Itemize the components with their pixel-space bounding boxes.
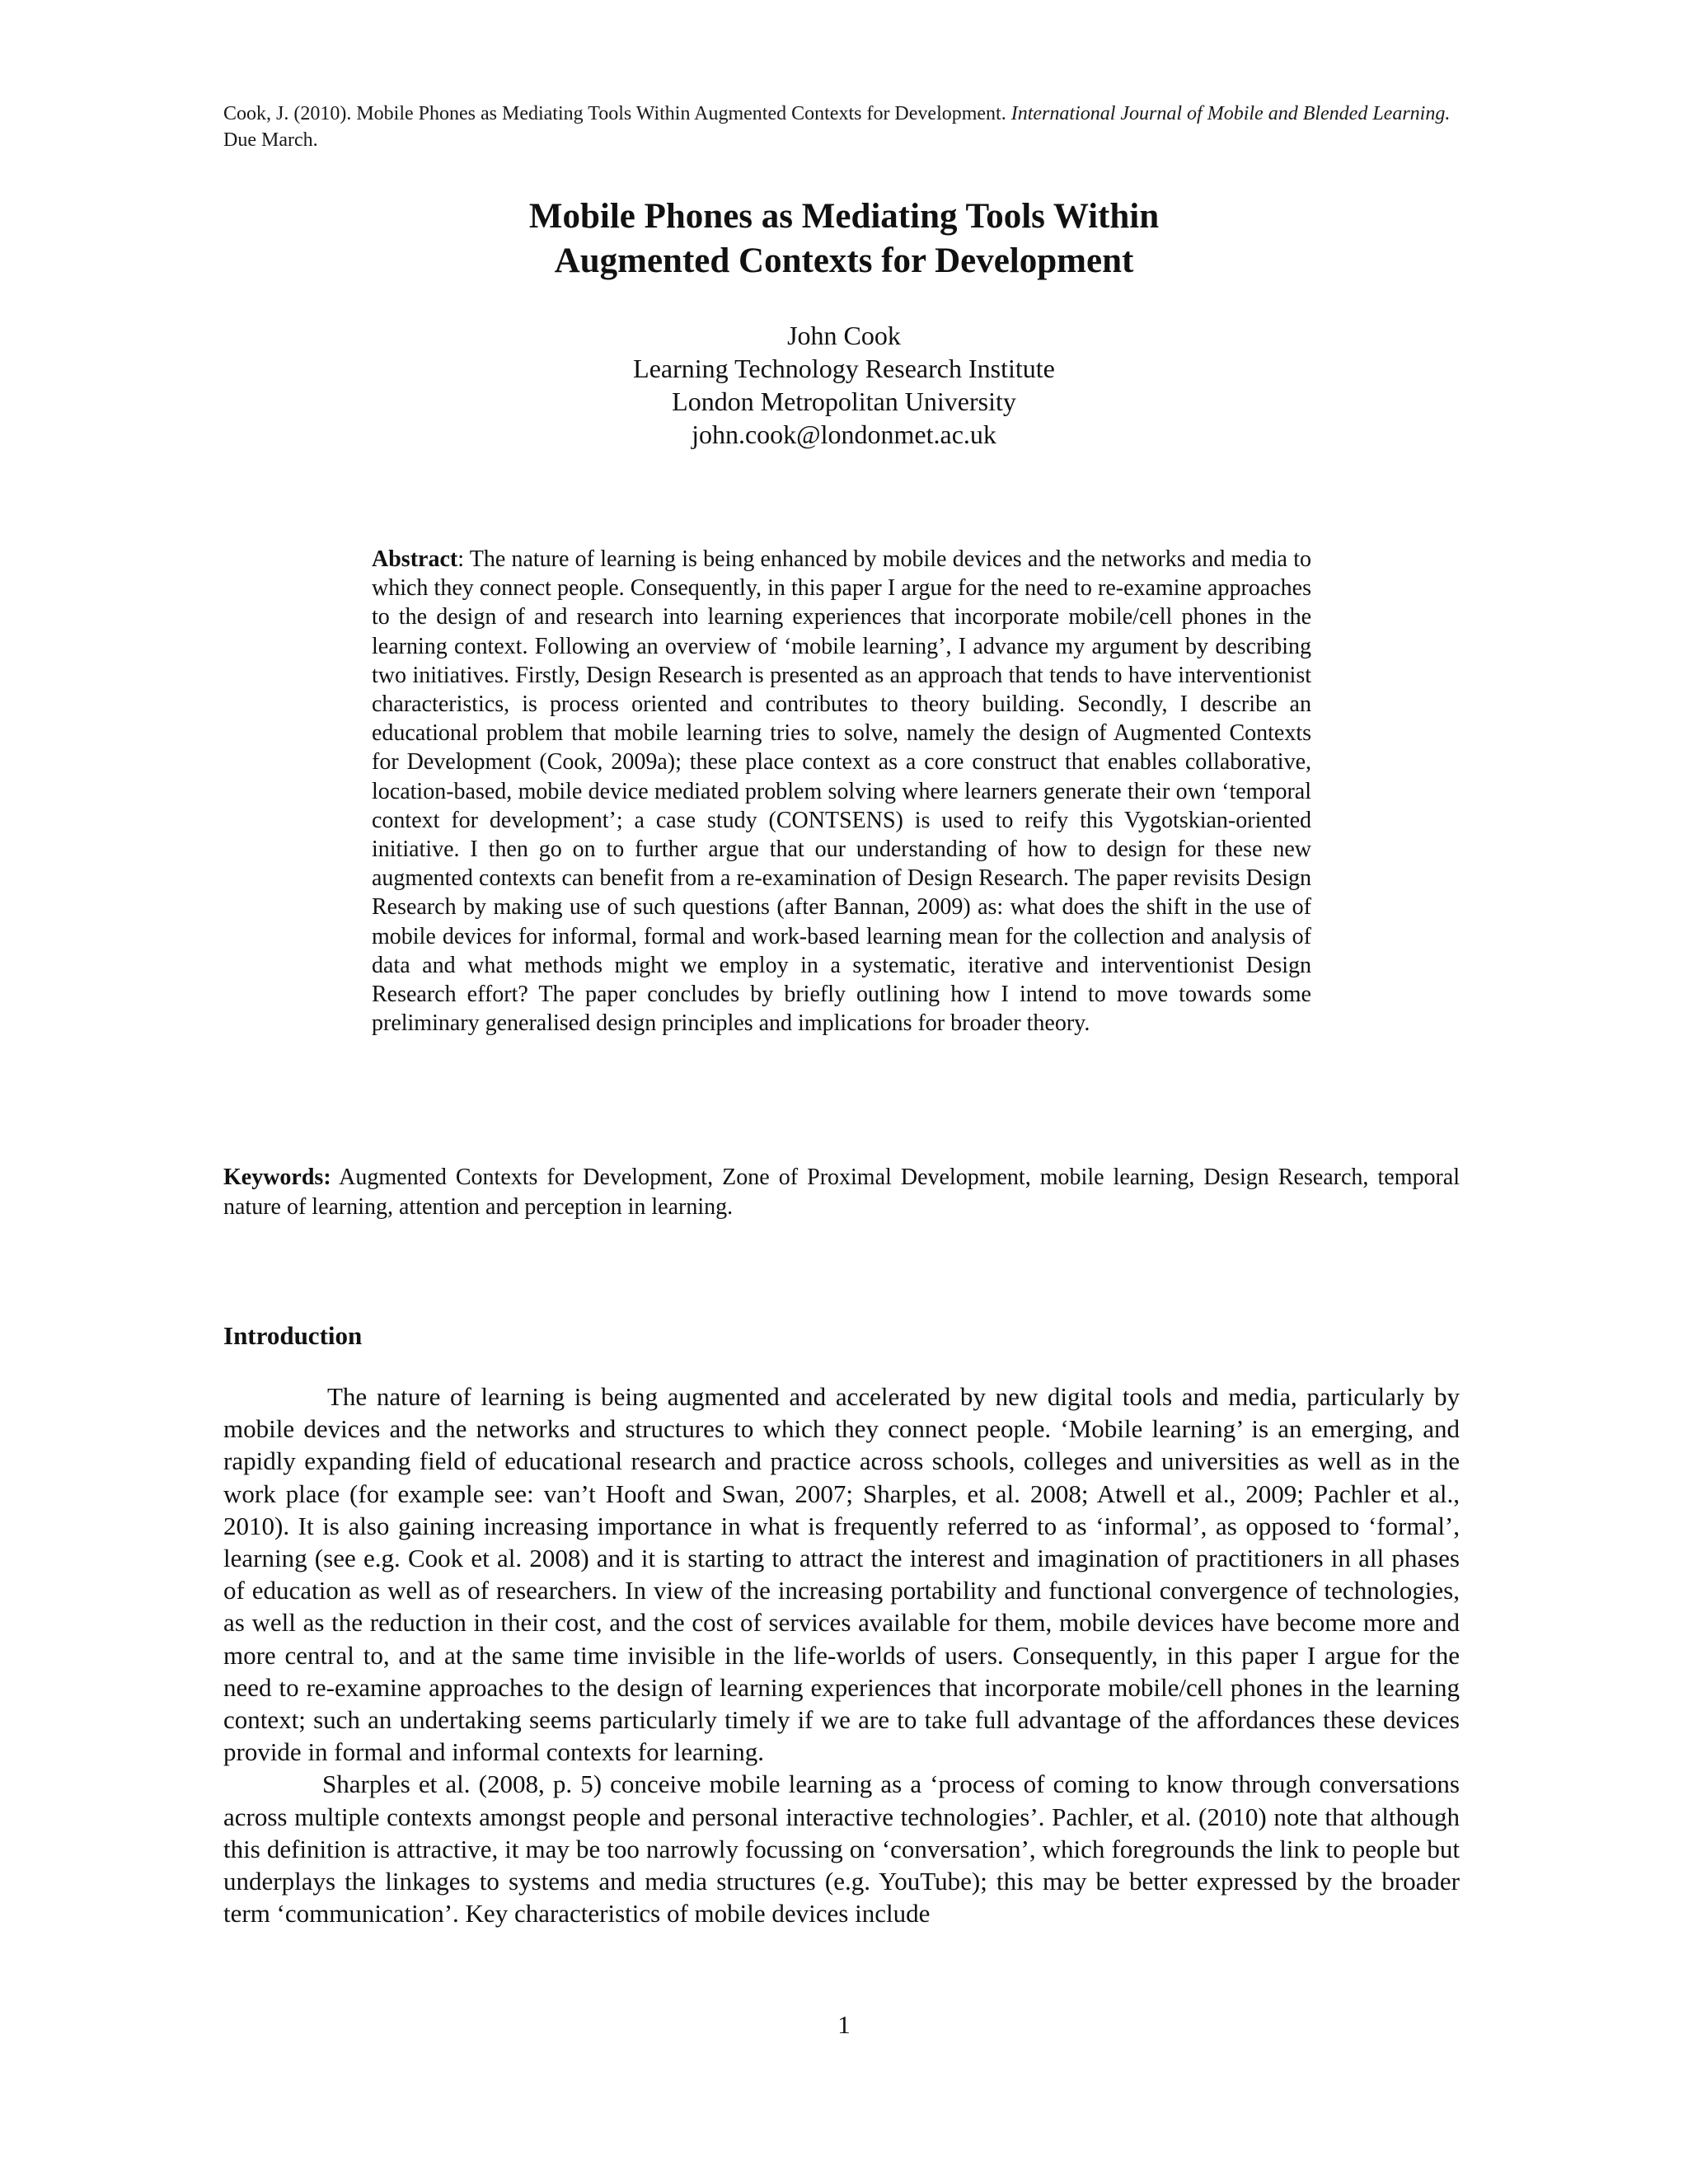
abstract-label: Abstract — [372, 546, 458, 572]
introduction-body — [223, 1380, 1460, 1929]
citation-header — [223, 101, 1460, 153]
citation-journal: International Journal of Mobile and Blended Learning. — [1010, 103, 1451, 124]
keywords-label: Keywords: — [223, 1165, 331, 1190]
author-email: john.cook@londonmet.ac.uk — [692, 419, 996, 449]
abstract — [372, 545, 1311, 1038]
citation-text: Cook, J. (2010). Mobile Phones as Mediating Tools Within Augmented Contexts for Development. — [223, 103, 1011, 124]
author-institute: Learning Technology Research Institute — [633, 354, 1055, 383]
author-block — [0, 319, 1688, 451]
paper-title — [0, 194, 1688, 284]
page-number: 1 — [837, 2010, 851, 2039]
author-name: John Cook — [787, 321, 901, 350]
paper-title-line-2: Augmented Contexts for Development — [554, 241, 1134, 280]
paper-title-line-1: Mobile Phones as Mediating Tools Within — [528, 197, 1160, 236]
author-university: London Metropolitan University — [672, 387, 1016, 416]
introduction-paragraph-2: Sharples et al. (2008, p. 5) conceive mobile learning as a ‘process of coming to know through conversations across multiple contexts amongst people and personal interactive technologies’. Pachler, et al. (2010) note that although this definition is attractive, it may be too narrowly focussing on ‘conversation’, which foregrounds the link to people but underplays the linkages to systems and media structures (e.g. YouTube); this may be better expressed by the broader term ‘communication’. Key characteristics of mobile devices include — [223, 1769, 1460, 1929]
introduction-paragraph-1: The nature of learning is being augmented and accelerated by new digital tools and media, particularly by mobile devices and the networks and structures to which they connect people. ‘Mobile learning’ is an emerging, and rapidly expanding field of educational research and practice across schools, colleges and universities as well as in the work place (for example see: van’t Hooft and Swan, 2007; Sharples, et al. 2008; Atwell et al., 2009; Pachler et al., 2010). It is also gaining increasing importance in what is frequently referred to as ‘informal’, as opposed to ‘formal’, learning (see e.g. Cook et al. 2008) and it is starting to attract the interest and imagination of practitioners in all phases of education as well as of researchers. In view of the increasing portability and functional convergence of technologies, as well as the reduction in their cost, and the cost of services available for them, mobile devices have become more and more central to, and at the same time invisible in the life-worlds of users. Consequently, in this paper I argue for the need to re-examine approaches to the design of learning experiences that incorporate mobile/cell phones in the learning context; such an undertaking seems particularly timely if we are to take full advantage of the affordances these devices provide in formal and informal contexts for learning. — [223, 1382, 1460, 1767]
keywords — [223, 1163, 1460, 1221]
citation-due: Due March. — [223, 129, 318, 151]
abstract-text: : The nature of learning is being enhanced by mobile devices and the networks and media to which they connect people. Consequently, in this paper I argue for the need to re-examine approaches to the design of and research into learning experiences that incorporate mobile/cell phones in the learning context. Following an overview of ‘mobile learning’, I advance my argument by describing two initiatives. Firstly, Design Research is presented as an approach that tends to have interventionist characteristics, is process oriented and contributes to theory building. Secondly, I describe an educational problem that mobile learning tries to solve, namely the design of Augmented Contexts for Development (Cook, 2009a); these place context as a core construct that enables collaborative, location-based, mobile device mediated problem solving where learners generate their own ‘temporal context for development’; a case study (CONTSENS) is used to reify this Vygotskian-oriented initiative. I then go on to further argue that our understanding of how to design for these new augmented contexts can benefit from a re-examination of Design Research. The paper revisits Design Research by making use of such questions (after Bannan, 2009) as: what does the shift in the use of mobile devices for informal, formal and work-based learning mean for the collection and analysis of data and what methods might we employ in a systematic, iterative and interventionist Design Research effort? The paper concludes by briefly outlining how I intend to move towards some preliminary generalised design principles and implications for broader theory. — [372, 546, 1311, 1037]
keywords-text: Augmented Contexts for Development, Zone of Proximal Development, mobile learning, Design Research, temporal nature of learning, attention and perception in learning. — [223, 1165, 1460, 1220]
section-heading-introduction: Introduction — [223, 1321, 363, 1350]
